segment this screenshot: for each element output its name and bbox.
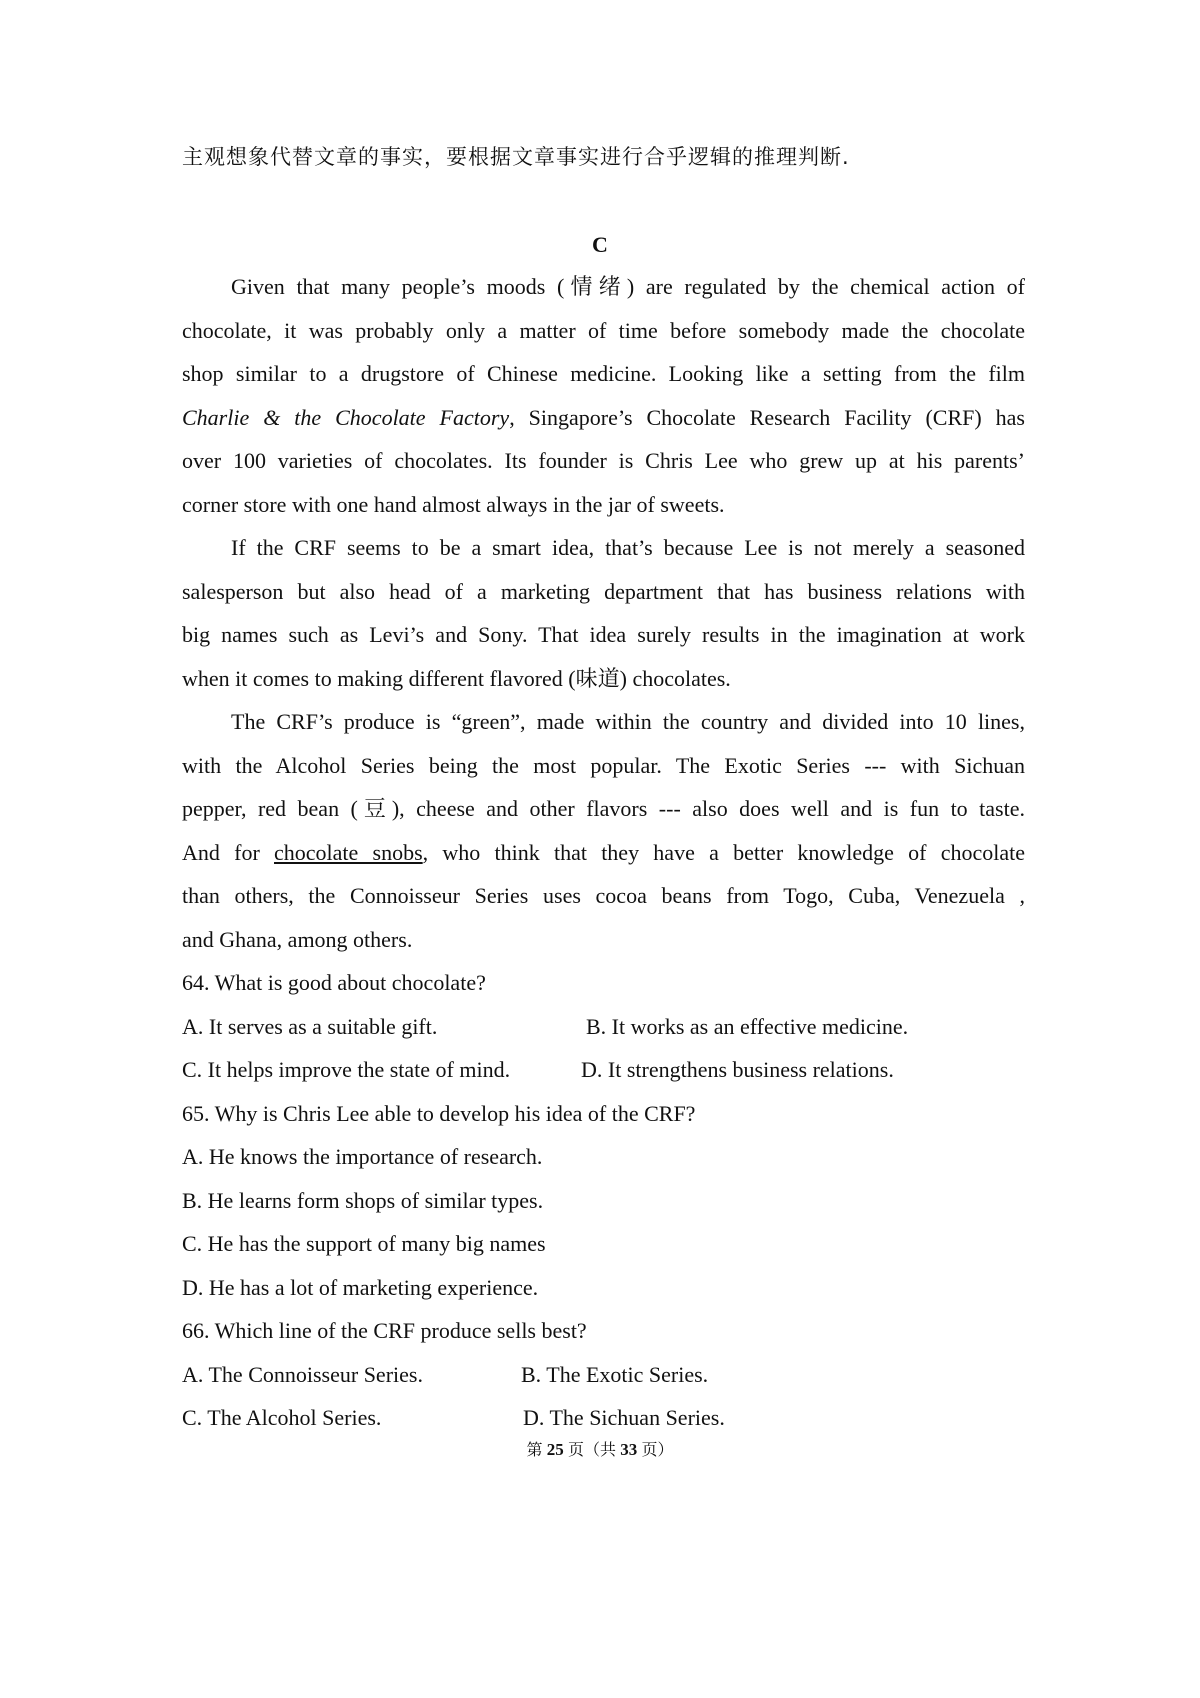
page-number: 25 (546, 1440, 564, 1459)
question-stem: 66. Which line of the CRF produce sells best? (182, 1318, 587, 1343)
passage-line: corner store with one hand almost always in the jar of sweets. (182, 492, 725, 517)
option-d: D. He has a lot of marketing experience. (182, 1275, 539, 1300)
page-footer: 第 25 页（共 33 页） (526, 1440, 674, 1459)
passage-line: when it comes to making different flavored (味道) chocolates. (182, 666, 731, 691)
question-stem: 65. Why is Chris Lee able to develop his idea of the CRF? (182, 1101, 696, 1126)
passage-line: The CRF’s produce is “green”, made within the country and divided into 10 lines, (231, 709, 1025, 734)
option-b: B. He learns form shops of similar types. (182, 1188, 544, 1213)
passage-line: big names such as Levi’s and Sony. That idea surely results in the imagination at work (182, 622, 1025, 647)
section-heading: C (592, 232, 608, 257)
passage-line: shop similar to a drugstore of Chinese medicine. Looking like a setting from the film (182, 361, 1025, 386)
passage-line: Given that many people’s moods (情绪) are regulated by the chemical action of (231, 274, 1025, 299)
option-d: D. The Sichuan Series. (523, 1405, 725, 1430)
option-a: A. The Connoisseur Series. (182, 1362, 423, 1387)
passage-line: salesperson but also head of a marketing department that has business relations with (182, 579, 1025, 604)
passage-line: chocolate, it was probably only a matter of time before somebody made the chocolate (182, 318, 1025, 343)
option-a: A. He knows the importance of research. (182, 1144, 543, 1169)
film-title: Charlie & the Chocolate Factory (182, 405, 510, 430)
option-b: B. It works as an effective medicine. (586, 1014, 909, 1039)
passage-line: If the CRF seems to be a smart idea, that’s because Lee is not merely a seasoned (231, 535, 1025, 560)
option-d: D. It strengthens business relations. (581, 1057, 894, 1082)
option-b: B. The Exotic Series. (521, 1362, 709, 1387)
underlined-phrase: chocolate snobs (274, 840, 423, 865)
passage-line: than others, the Connoisseur Series uses cocoa beans from Togo, Cuba, Venezuela , (182, 883, 1025, 908)
passage-line: over 100 varieties of chocolates. Its founder is Chris Lee who grew up at his parents’ (182, 448, 1025, 473)
passage-line: and Ghana, among others. (182, 927, 413, 952)
passage-line: pepper, red bean (豆), cheese and other flavors --- also does well and is fun to taste. (182, 796, 1025, 821)
question-stem: 64. What is good about chocolate? (182, 970, 486, 995)
page-total: 33 (620, 1440, 638, 1459)
option-a: A. It serves as a suitable gift. (182, 1014, 438, 1039)
passage-line: Charlie & the Chocolate Factory, Singapore’s Chocolate Research Facility (CRF) has (182, 405, 1025, 430)
passage-line: And for chocolate snobs, who think that they have a better knowledge of chocolate (182, 840, 1025, 865)
passage-line: with the Alcohol Series being the most popular. The Exotic Series --- with Sichuan (182, 753, 1025, 778)
top-note: 主观想象代替文章的事实，要根据文章事实进行合乎逻辑的推理判断. (182, 145, 850, 169)
option-c: C. It helps improve the state of mind. (182, 1057, 511, 1082)
option-c: C. The Alcohol Series. (182, 1405, 382, 1430)
option-c: C. He has the support of many big names (182, 1231, 546, 1256)
